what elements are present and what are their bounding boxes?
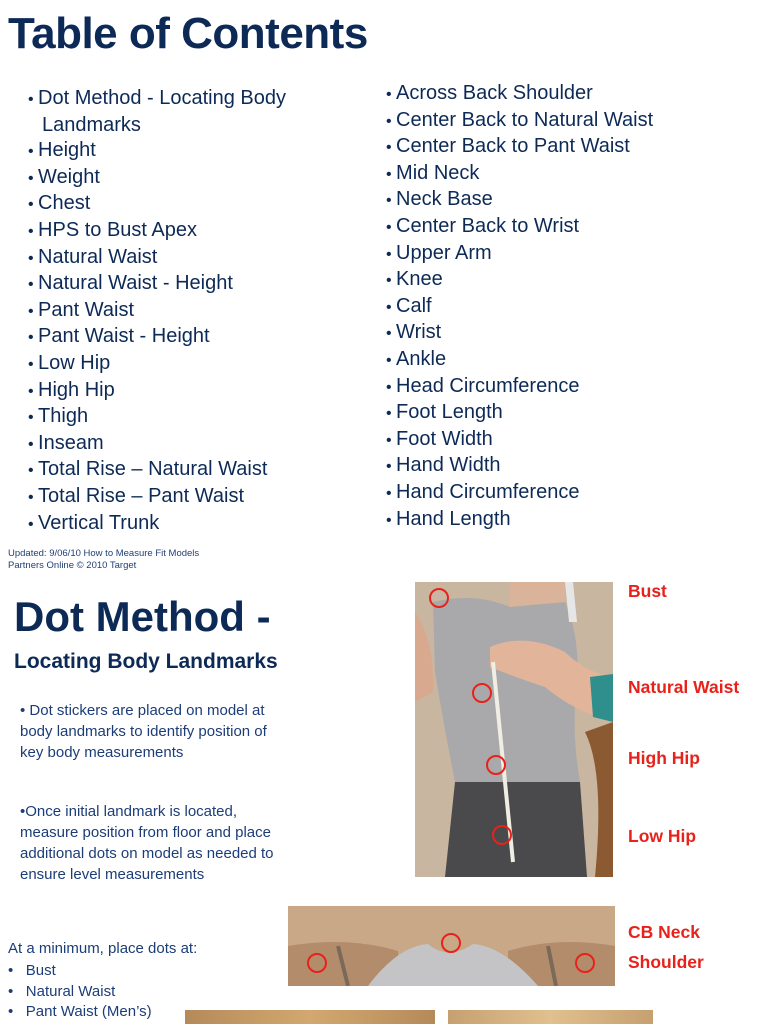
toc-item: • Chest <box>28 191 358 218</box>
torso-photo <box>415 582 613 877</box>
toc-item: • Natural Waist - Height <box>28 271 358 298</box>
minimum-dot-item: • Bust <box>8 961 152 982</box>
toc-item: • Ankle <box>386 347 756 374</box>
toc-item: • Total Rise – Natural Waist <box>28 457 358 484</box>
toc-title: Table of Contents <box>8 9 368 58</box>
toc-item: • Across Back Shoulder <box>386 81 756 108</box>
toc-list-right <box>386 81 756 533</box>
label-shoulder: Shoulder <box>628 952 704 972</box>
toc-item: • Pant Waist - Height <box>28 324 358 351</box>
toc-item: • Foot Length <box>386 400 756 427</box>
toc-item: • Foot Width <box>386 427 756 454</box>
footer-line-1: Updated: 9/06/10 How to Measure Fit Models <box>8 548 200 559</box>
footer <box>8 548 199 572</box>
toc-item: • Wrist <box>386 320 756 347</box>
toc-item: • Calf <box>386 294 756 321</box>
label-bust: Bust <box>628 581 667 601</box>
neck-photo-illustration <box>288 906 615 986</box>
minimum-dots-list <box>8 961 152 1023</box>
bottom-photo-right <box>448 1010 653 1024</box>
toc-item: • Mid Neck <box>386 161 756 188</box>
toc-item: • Hand Circumference <box>386 480 756 507</box>
footer-line-2: Partners Online © 2010 Target <box>8 560 137 571</box>
dot-method-subtitle: Locating Body Landmarks <box>14 650 278 673</box>
toc-item: • Hand Length <box>386 507 756 534</box>
minimum-dot-item: • Natural Waist <box>8 982 152 1003</box>
toc-item: • Pant Waist <box>28 298 358 325</box>
toc-list-left <box>28 86 358 537</box>
toc-item: • Weight <box>28 165 358 192</box>
minimum-dots-heading: At a minimum, place dots at: <box>8 940 198 957</box>
neck-photo <box>288 906 615 986</box>
toc-item: • Neck Base <box>386 187 756 214</box>
toc-item: • Natural Waist <box>28 245 358 272</box>
toc-item: • Center Back to Wrist <box>386 214 756 241</box>
label-high-hip: High Hip <box>628 748 700 768</box>
bottom-photo-left <box>185 1010 435 1024</box>
toc-item: • Knee <box>386 267 756 294</box>
toc-item: • Thigh <box>28 404 358 431</box>
toc-item: • Height <box>28 138 358 165</box>
toc-item: • Dot Method - Locating Body Landmarks <box>28 86 358 138</box>
label-low-hip: Low Hip <box>628 826 697 846</box>
toc-item: • Center Back to Natural Waist <box>386 108 756 135</box>
toc-item: • Hand Width <box>386 453 756 480</box>
dot-method-paragraph-1: • Dot stickers are placed on model at body landmarks to identify position of key body measurements <box>20 702 267 761</box>
label-cb-neck: CB Neck <box>628 922 700 942</box>
label-natural-waist: Natural Waist <box>628 677 740 697</box>
toc-item: • High Hip <box>28 378 358 405</box>
dot-method-title: Dot Method - <box>14 593 271 640</box>
torso-photo-illustration <box>415 582 613 877</box>
toc-item: • HPS to Bust Apex <box>28 218 358 245</box>
toc-item: • Upper Arm <box>386 241 756 268</box>
toc-item: • Vertical Trunk <box>28 511 358 538</box>
toc-item: • Low Hip <box>28 351 358 378</box>
toc-item: • Head Circumference <box>386 374 756 401</box>
toc-item: • Center Back to Pant Waist <box>386 134 756 161</box>
dot-method-paragraph-2: •Once initial landmark is located, measure position from floor and place additional dots on model as needed to ensure level measurements <box>20 803 274 883</box>
minimum-dot-item: • Pant Waist (Men’s) <box>8 1002 152 1023</box>
toc-item: • Total Rise – Pant Waist <box>28 484 358 511</box>
toc-item: • Inseam <box>28 431 358 458</box>
